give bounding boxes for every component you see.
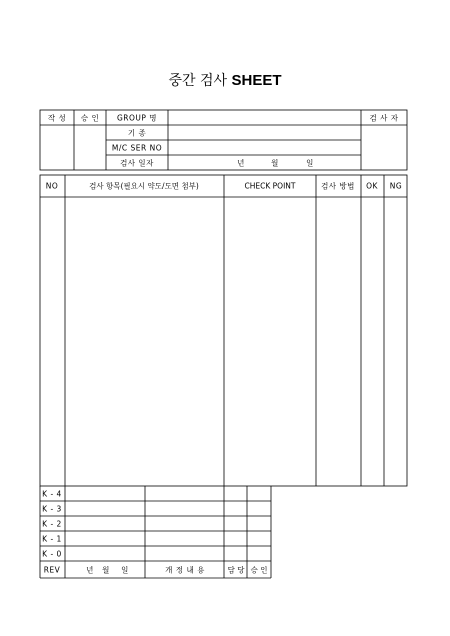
revision-row-label: K - 4	[42, 489, 62, 499]
inspection-date-label: 검사 일자	[120, 158, 154, 168]
inspector-label: 검 사 자	[369, 113, 399, 123]
col-ng-header: NG	[389, 181, 403, 191]
model-label: 기 종	[127, 128, 147, 138]
mc-ser-no-field[interactable]	[168, 140, 361, 155]
sheet-title-korean: 중간 검사	[168, 73, 228, 89]
inspector-signature-box[interactable]	[361, 125, 407, 170]
date-month-label: 월	[271, 158, 279, 168]
model-field[interactable]	[168, 125, 361, 140]
group-name-label: GROUP 명	[116, 113, 158, 123]
col-check-point-header: CHECK POINT	[244, 181, 296, 191]
author-label: 작 성	[47, 113, 67, 123]
col-ok-header: OK	[366, 181, 378, 191]
revision-row-label: K - 1	[42, 534, 62, 544]
date-day-label: 일	[306, 158, 314, 168]
date-year-label: 년	[237, 158, 245, 168]
col-no-header: NO	[45, 181, 59, 191]
rev-content-label: 개 정 내 용	[165, 565, 205, 575]
group-name-field[interactable]	[168, 110, 361, 125]
mc-ser-no-label: M/C SER NO	[111, 143, 163, 153]
rev-day-label: 일	[121, 565, 129, 575]
approval-label: 승 인	[80, 113, 100, 123]
approval-signature-box[interactable]	[74, 125, 106, 170]
rev-label: REV	[43, 565, 61, 575]
col-method-header: 검사 방법	[321, 181, 355, 191]
sheet-title-english: SHEET	[231, 72, 282, 89]
rev-approval-label: 승 인	[250, 565, 268, 575]
revision-row-label: K - 0	[42, 549, 62, 559]
revision-row-label: K - 2	[42, 519, 62, 529]
rev-person-label: 담 당	[227, 565, 245, 575]
rev-month-label: 월	[102, 565, 110, 575]
author-signature-box[interactable]	[40, 125, 74, 170]
col-item-header: 검사 항목(필요시 약도/도면 첨부)	[89, 181, 199, 191]
rev-year-label: 년	[86, 565, 94, 575]
revision-row-label: K - 3	[42, 504, 62, 514]
inspection-table-body[interactable]	[40, 197, 407, 486]
